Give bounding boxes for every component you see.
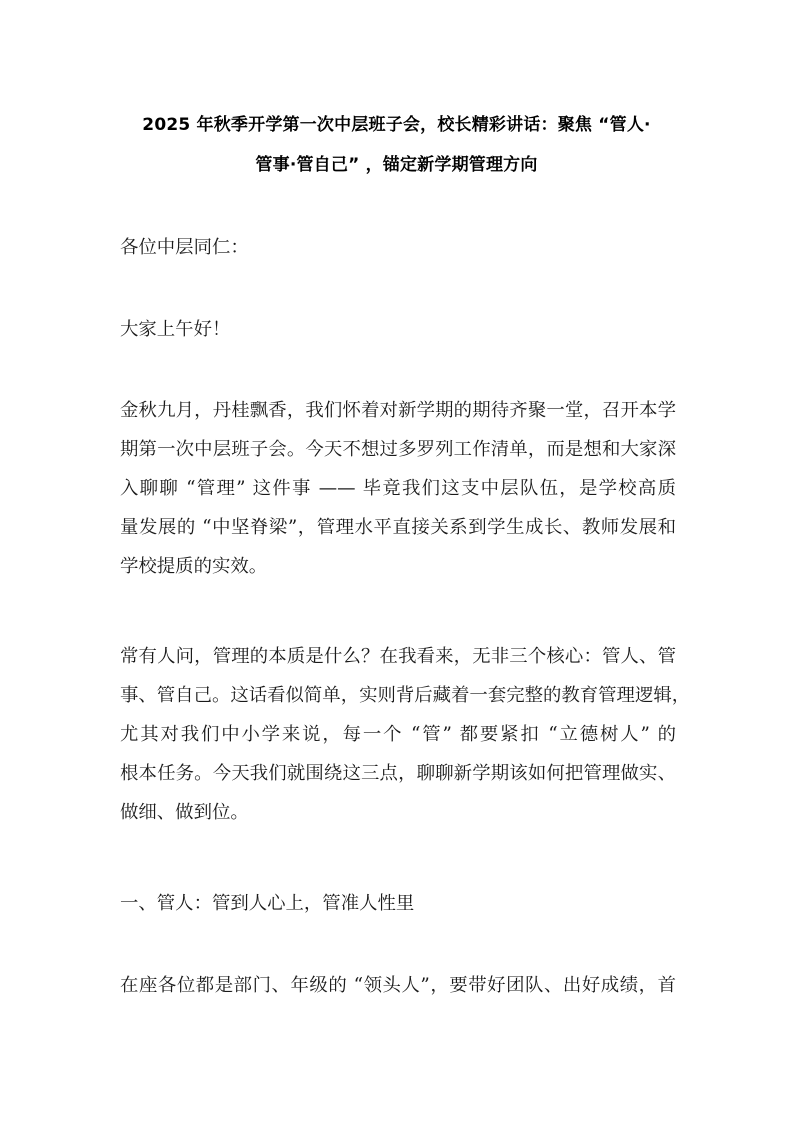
paragraph-line: 根本任务。今天我们就围绕这三点，聊聊新学期该如何把管理做实、	[120, 763, 676, 784]
paragraph-line: 尤其对我们中小学来说，每一个 “管” 都要紧扣 “立德树人” 的	[120, 724, 676, 745]
greeting	[120, 310, 676, 349]
paragraph-line: 金秋九月，丹桂飘香，我们怀着对新学期的期待齐聚一堂，召开本学	[120, 400, 676, 421]
paragraph-line: 入聊聊 “管理” 这件事 —— 毕竟我们这支中层队伍，是学校高质	[120, 478, 676, 499]
salutation-text: 各位中层同仁：	[120, 237, 249, 258]
paragraph-management-essence	[120, 637, 691, 832]
section-heading-text: 一、管人：管到人心上，管准人性里	[120, 893, 415, 914]
paragraph-section-one	[120, 966, 676, 1005]
paragraph-line: 常有人问，管理的本质是什么？在我看来，无非三个核心：管人、管	[120, 646, 676, 667]
paragraph-line: 学校提质的实效。	[120, 556, 268, 577]
paragraph-line: 期第一次中层班子会。今天不想过多罗列工作清单，而是想和大家深	[120, 439, 676, 460]
document-title-line-2: 管事·管自己” ，锚定新学期管理方向	[255, 155, 538, 175]
paragraph-line: 做细、做到位。	[120, 802, 249, 823]
salutation	[120, 228, 676, 267]
paragraph-opening	[120, 391, 676, 586]
paragraph-line: 量发展的 “中坚脊梁”，管理水平直接关系到学生成长、教师发展和	[120, 517, 676, 538]
greeting-text: 大家上午好！	[120, 319, 231, 340]
paragraph-line: 在座各位都是部门、年级的 “领头人”，要带好团队、出好成绩，首	[120, 975, 676, 996]
paragraph-line: 事、管自己。这话看似简单，实则背后藏着一套完整的教育管理逻辑，	[120, 685, 691, 706]
section-heading	[120, 884, 676, 923]
document-title-line-1: 2025 年秋季开学第一次中层班子会，校长精彩讲话：聚焦 “管人·	[142, 115, 651, 135]
